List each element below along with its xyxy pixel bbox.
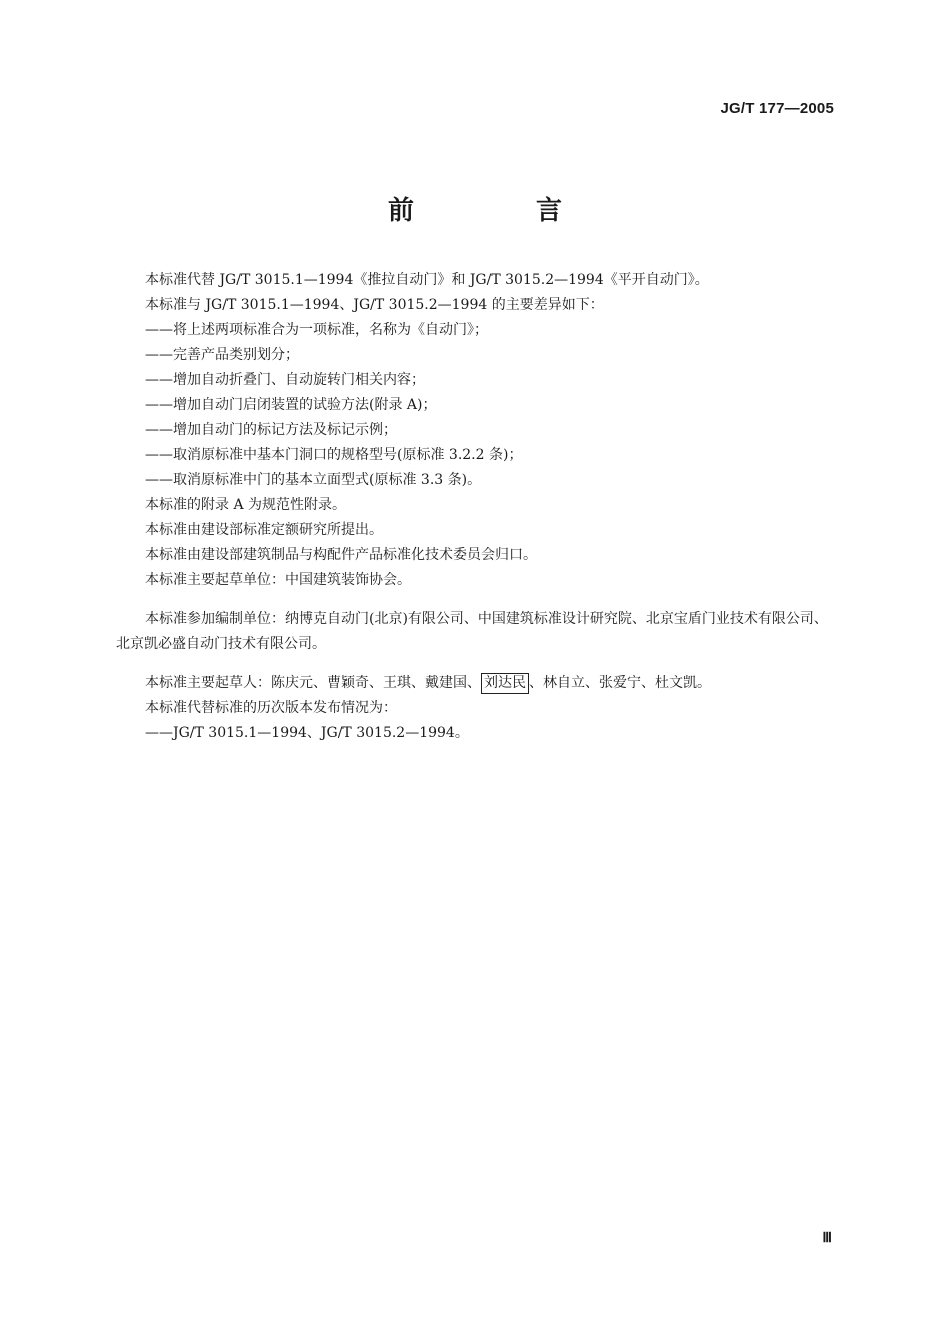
- diff-item: ——取消原标准中门的基本立面型式(原标准 3.3 条)。: [145, 472, 482, 488]
- paragraph-history: 本标准代替标准的历次版本发布情况为：: [145, 700, 397, 716]
- diff-item: ——增加自动折叠门、自动旋转门相关内容；: [145, 372, 425, 388]
- standard-code: JG/T 177—2005: [720, 100, 834, 117]
- paragraph-appendix: 本标准的附录 A 为规范性附录。: [145, 497, 347, 513]
- paragraph-replaces: 本标准代替 JG/T 3015.1—1994《推拉自动门》和 JG/T 3015.2—1994《平开自动门》。: [145, 272, 709, 288]
- drafters-text: 本标准主要起草人：陈庆元、曹颖奇、王琪、戴建国、: [145, 675, 481, 691]
- paragraph-differences: 本标准与 JG/T 3015.1—1994、JG/T 3015.2—1994 的主要差异如下：: [145, 297, 604, 313]
- paragraph-proposed-by: 本标准由建设部标准定额研究所提出。: [145, 522, 383, 538]
- diff-item: ——将上述两项标准合为一项标准，名称为《自动门》；: [145, 322, 488, 338]
- page-number: Ⅲ: [822, 1231, 832, 1246]
- drafters-text-rest: 、林自立、张爱宁、杜文凯。: [529, 675, 711, 691]
- page-title: 前 言: [387, 196, 610, 226]
- diff-item: ——增加自动门的标记方法及标记示例；: [145, 422, 397, 438]
- boxed-name: 刘达民: [481, 673, 529, 694]
- document-body: [116, 268, 836, 746]
- history-item: ——JG/T 3015.1—1994、JG/T 3015.2—1994。: [145, 725, 469, 741]
- paragraph-drafters: [116, 671, 836, 696]
- diff-item: ——取消原标准中基本门洞口的规格型号(原标准 3.2.2 条)；: [145, 447, 523, 463]
- paragraph-drafting-unit: 本标准主要起草单位：中国建筑装饰协会。: [145, 572, 411, 588]
- paragraph-managed-by: 本标准由建设部建筑制品与构配件产品标准化技术委员会归口。: [145, 547, 537, 563]
- diff-item: ——完善产品类别划分；: [145, 347, 299, 363]
- paragraph-participating-units: 本标准参加编制单位：纳博克自动门(北京)有限公司、中国建筑标准设计研究院、北京宝盾门业技术有限公司、北京凯必盛自动门技术有限公司。: [116, 611, 828, 652]
- diff-item: ——增加自动门启闭装置的试验方法(附录 A)；: [145, 397, 437, 413]
